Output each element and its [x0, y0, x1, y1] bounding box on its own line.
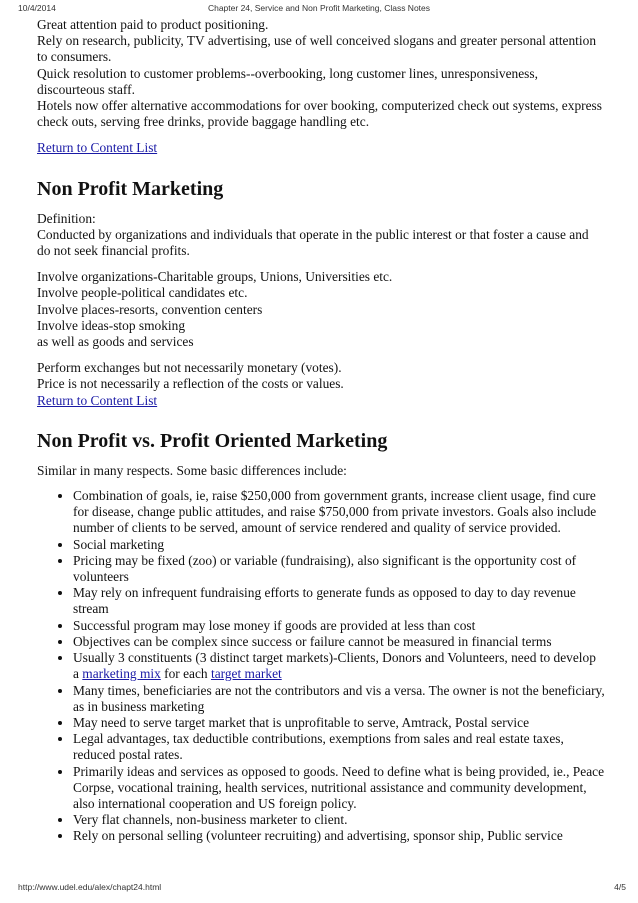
section-heading-comparison: Non Profit vs. Profit Oriented Marketing	[37, 429, 388, 452]
list-item: • Very flat channels, non-business marketer to client.	[73, 812, 605, 828]
definition-text: Conducted by organizations and individuals that operate in the public interest or that foster a cause and do not seek financial profits.	[37, 226, 589, 259]
marketing-link[interactable]: marketing	[82, 666, 140, 682]
involve-line: Involve ideas-stop smoking	[37, 317, 186, 333]
print-page-number: 4/5	[614, 882, 626, 892]
print-url: http://www.udel.edu/alex/chapt24.html	[18, 882, 162, 892]
list-item	[73, 650, 605, 682]
intro-paragraph: Quick resolution to customer problems--overbooking, long customer lines, unresponsiveness, discourteous staff.	[37, 65, 538, 97]
print-footer	[0, 882, 638, 894]
return-to-content-link[interactable]: Return to Content List	[37, 392, 158, 408]
list-item: • Social marketing	[73, 537, 605, 553]
involve-line: Involve organizations-Charitable groups, Unions, Universities etc.	[37, 269, 393, 285]
return-to-content-link[interactable]: Return to Content List	[37, 140, 158, 156]
list-item: • May need to serve target market that is unprofitable to serve, Amtrack, Postal service	[73, 715, 605, 731]
intro-paragraph: Hotels now offer alternative accommodations for over booking, computerized check out systems, express check outs, serving free drinks, provide baggage handling etc.	[37, 98, 602, 130]
intro-paragraph: Rely on research, publicity, TV advertising, use of well conceived slogans and greater personal attention to consumers.	[37, 33, 597, 65]
intro-paragraph: Great attention paid to product positioning.	[37, 17, 269, 32]
exchange-line: Price is not necessarily a reflection of the costs or values.	[37, 376, 344, 392]
involve-list	[37, 269, 605, 350]
comparison-intro: Similar in many respects. Some basic differences include:	[37, 462, 347, 478]
definition-label: Definition:	[37, 210, 96, 226]
section-heading-non-profit: Non Profit Marketing	[37, 177, 224, 200]
page-content	[37, 17, 605, 845]
differences-list	[37, 488, 605, 844]
mix-link[interactable]: mix	[139, 666, 161, 682]
for-each-text: for each	[160, 666, 211, 682]
involve-line: Involve places-resorts, convention centers	[37, 301, 263, 317]
constituents-text: Usually 3 constituents (3 distinct target markets)-Clients, Donors and Volunteers, need to develop a	[73, 650, 596, 682]
list-item: • Many times, beneficiaries are not the contributors and vis a versa. The owner is not the beneficiary, as in business marketing	[73, 683, 605, 715]
list-item: • Legal advantages, tax deductible contributions, exemptions from sales and real estate taxes, reduced postal rates.	[73, 731, 605, 763]
list-item: • Primarily ideas and services as opposed to goods. Need to define what is being provided, ie., Peace Corpse, vocational training, health services, nutritional assistance and community development, also international cooperation and US foreign policy.	[73, 764, 605, 813]
exchange-line: Perform exchanges but not necessarily monetary (votes).	[37, 360, 342, 376]
involve-line: as well as goods and services	[37, 334, 194, 350]
target-market-link[interactable]: target market	[210, 666, 282, 682]
list-item: • Pricing may be fixed (zoo) or variable (fundraising), also significant is the opportunity cost of volunteers	[73, 553, 605, 585]
list-item: • Rely on personal selling (volunteer recruiting) and advertising, sponsor ship, Public service	[73, 828, 605, 844]
involve-line: Involve people-political candidates etc.	[37, 285, 248, 301]
print-header	[0, 3, 638, 15]
list-item: • May rely on infrequent fundraising efforts to generate funds as opposed to day to day revenue stream	[73, 585, 605, 617]
list-item: • Successful program may lose money if goods are provided at less than cost	[73, 618, 605, 634]
print-page-title: Chapter 24, Service and Non Profit Marketing, Class Notes	[207, 3, 431, 13]
list-item: • Objectives can be complex since success or failure cannot be measured in financial terms	[73, 634, 605, 650]
list-item: • Combination of goals, ie, raise $250,000 from government grants, increase client usage, find cure for disease, change public attitudes, and raise $750,000 from private investors. Goals also include number of clients to be served, amount of service rendered and quality of service provided.	[73, 488, 605, 537]
print-date: 10/4/2014	[18, 3, 56, 13]
